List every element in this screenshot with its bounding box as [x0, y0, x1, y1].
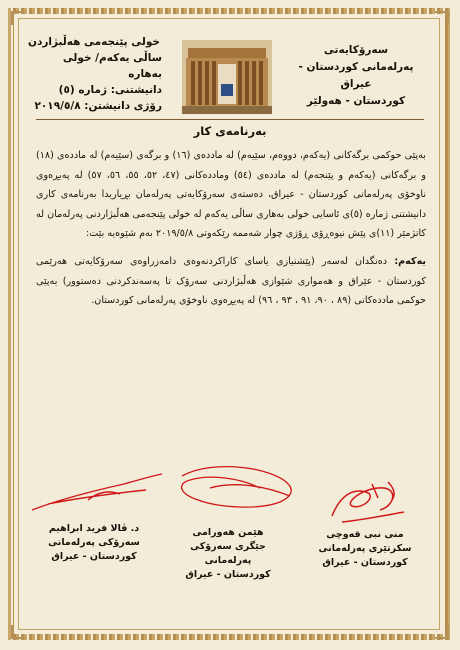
signatory-deputy — [166, 526, 290, 582]
signatory-region: کوردستان - عیراق — [322, 557, 408, 568]
agenda-item-label: یەکەم: — [394, 255, 426, 267]
header-right-line2: پەرلەمانی کوردستان - عیراق — [298, 61, 414, 90]
header-divider — [36, 119, 424, 120]
session-line3: دانیشتنی: ژمارە (٥) — [58, 84, 162, 96]
header-right-line1: سەرۆکایەتی — [323, 44, 389, 56]
session-line2: ساڵی یەکەم/ خولی بەهارە — [62, 52, 162, 80]
signatory-secretary — [304, 528, 426, 570]
agenda-item-text: دەنگدان لەسەر (پێشنیازی یاسای کاراکردنەوەی دامەزراوەی سەرۆکایەتی هەرێمی کوردستان - عێراق و هەمواری شێوازی هەڵبژاردنی سەرۆک تا پەسەندکردنی دەستوور) بەپێی حوکمی ماددەکانی (٨٩ ، ٩٠، ٩١ ، ٩٣ ، ٩٦) لە پەیڕەوی ناوخۆی پەرلەمانی کوردستان. — [36, 255, 426, 307]
signatory-name: منی نبی قەوچی — [326, 529, 404, 540]
signatory-region: کوردستان - عیراق — [51, 551, 137, 562]
corner-ornament — [11, 625, 25, 639]
session-line1: خولی پێنجەمی هەڵبژاردن — [27, 36, 160, 48]
signatory-speaker — [30, 522, 158, 564]
agenda-item-1 — [36, 252, 426, 311]
signature-1 — [28, 470, 168, 516]
corner-ornament — [435, 625, 449, 639]
signature-3 — [322, 476, 412, 528]
document-body — [36, 146, 426, 311]
signatory-name: د. ڤالا فرید ابراهیم — [48, 523, 140, 534]
document-title: بەرنامەی کار — [193, 124, 267, 138]
parliament-building-emblem — [182, 40, 272, 114]
signatory-role: سەرۆکی پەرلەمانی — [48, 537, 140, 548]
signatory-region: کوردستان - عیراق — [185, 569, 271, 580]
corner-ornament — [11, 11, 25, 25]
signatory-name: هێمن هەورامی — [192, 527, 264, 538]
session-line4: رۆژی دانیشتن: ٢٠١٩/٥/٨ — [34, 100, 162, 112]
signatory-role: جێگری سەرۆکی پەرلەمانی — [190, 541, 266, 566]
signatory-role: سکرتێری پەرلەمانی — [318, 543, 412, 554]
session-info — [26, 34, 162, 114]
signature-2 — [170, 458, 310, 518]
header-organization — [290, 42, 422, 110]
corner-ornament — [435, 11, 449, 25]
intro-paragraph: بەپێی حوکمی برگەکانی (یەکەم، دووەم، سێیەم) لە ماددەی (١٦) و برگەی (سێیەم) لە ماددەی (١٨) و برگەکانی (یەکەم و پێنجەم) لە ماددەی (٥٤) وماددەکانی (٤٧، ٥٢، ٥٥، ٥٦، ٥٧) لە پەیڕەوی ناوخۆی پەرلەمانی کوردستان - عیراق، دەستەی سەرۆکایەتی پەرلەمان بڕیاریدا بەرنامەی کاری دانیشتنی ژمارە (٥)ی ئاسایی خولی بەهاری ساڵی یەکەم لە خولی پێنجەمی هەڵبژاردنی پەرلەمان لە کاتژمێر (١١)ی پێش نیوەڕۆی ڕۆژی چوار شەممە رێکەوتی ٢٠١٩/٥/٨ بەم شێوەیە بێت: — [36, 150, 427, 240]
header-right-line3: کوردستان - هەولێر — [306, 95, 406, 107]
